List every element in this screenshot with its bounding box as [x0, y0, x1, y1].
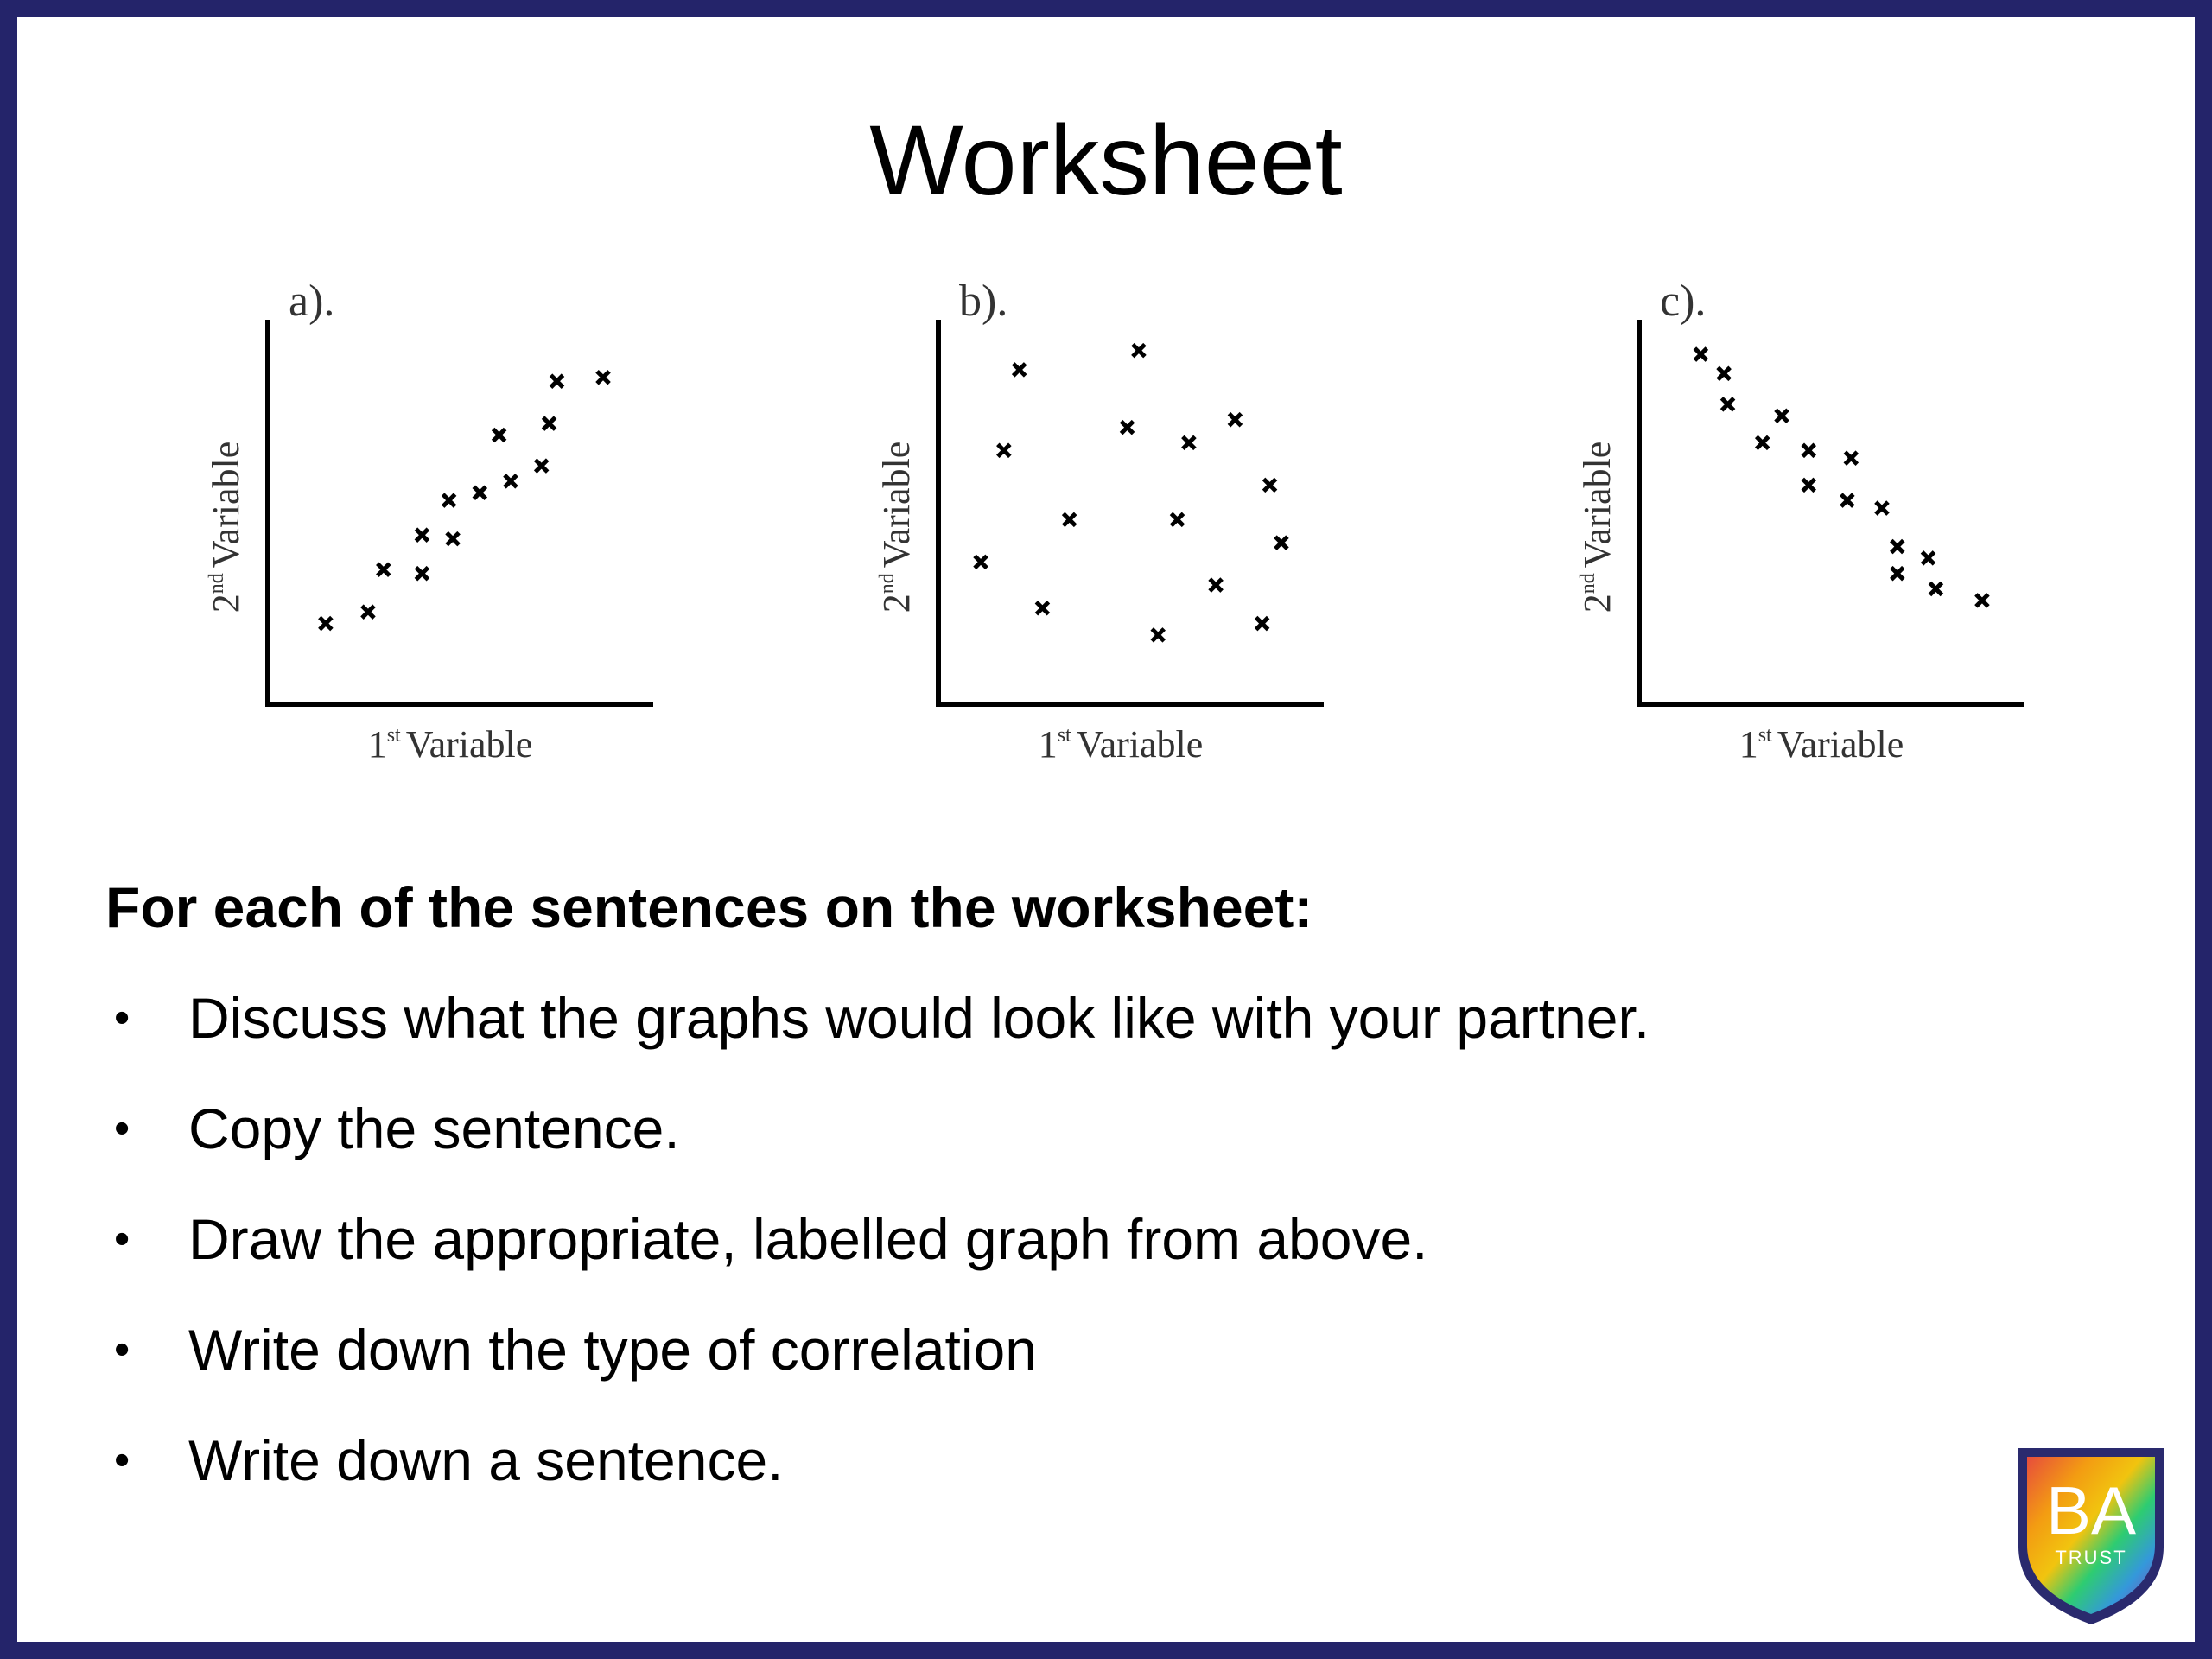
data-point — [443, 494, 455, 506]
data-point — [551, 375, 563, 387]
data-point — [1014, 364, 1026, 376]
data-point — [1802, 479, 1815, 491]
data-points — [975, 345, 1287, 641]
slide — [17, 17, 2195, 1642]
x-axis-label: 1st Variable — [1738, 723, 1904, 766]
data-point — [1722, 398, 1734, 410]
data-point — [1264, 479, 1276, 491]
list-item-text: Write down the type of correlation — [188, 1318, 1037, 1382]
graph-label: b). — [959, 276, 1008, 326]
instructions-heading: For each of the sentences on the worksheet: — [105, 875, 1313, 939]
data-point — [1845, 452, 1857, 464]
data-point — [1133, 345, 1145, 357]
bullet-icon: • — [114, 1214, 130, 1264]
y-axis-label: 2ndVariable — [205, 441, 247, 613]
data-point — [1172, 513, 1184, 525]
data-point — [416, 568, 428, 580]
bullet-icon: • — [114, 1325, 130, 1375]
list-item — [105, 1094, 2093, 1163]
data-point — [1891, 541, 1904, 553]
data-point — [536, 460, 548, 472]
data-point — [320, 618, 332, 630]
scatter-plot-b — [849, 259, 1332, 778]
data-point — [1976, 594, 1988, 607]
bullet-icon: • — [114, 1103, 130, 1154]
logo-text: BA — [2045, 1472, 2137, 1548]
data-point — [1757, 436, 1769, 448]
data-point — [1122, 422, 1134, 434]
data-point — [493, 429, 505, 442]
data-point — [1718, 367, 1730, 379]
data-point — [1064, 513, 1076, 525]
y-axis-label: 2ndVariable — [1576, 441, 1618, 613]
list-item — [105, 983, 2093, 1052]
list-item-text: Discuss what the graphs would look like with your partner. — [188, 986, 1650, 1050]
data-point — [378, 563, 390, 575]
data-point — [505, 475, 517, 487]
data-point — [1923, 552, 1935, 564]
y-axis-label: 2ndVariable — [875, 441, 918, 613]
bullet-icon: • — [114, 1435, 130, 1485]
page-title: Worksheet — [869, 105, 1343, 216]
data-point — [474, 486, 486, 499]
data-point — [1256, 618, 1268, 630]
graph-label: c). — [1660, 276, 1707, 326]
scatter-plot-a — [178, 259, 662, 778]
list-item-text: Write down a sentence. — [188, 1428, 784, 1492]
data-point — [362, 606, 374, 618]
data-point — [447, 533, 459, 545]
data-point — [1891, 568, 1904, 580]
graph-label: a). — [289, 276, 335, 326]
data-point — [1876, 502, 1888, 514]
data-point — [1036, 602, 1048, 614]
data-point — [1275, 537, 1287, 549]
data-point — [1210, 579, 1222, 591]
data-point — [1841, 494, 1853, 506]
data-point — [975, 556, 987, 568]
instructions — [105, 873, 2093, 1536]
data-point — [1152, 629, 1164, 641]
instruction-list — [105, 983, 2093, 1495]
bullet-icon: • — [114, 993, 130, 1043]
x-axis-label: 1st Variable — [367, 723, 533, 766]
logo-subtext: TRUST — [2055, 1547, 2127, 1568]
x-axis-label: 1st Variable — [1038, 723, 1204, 766]
data-point — [597, 372, 609, 384]
data-point — [1929, 583, 1942, 595]
data-point — [998, 444, 1010, 456]
data-points — [320, 372, 609, 630]
graph-a — [178, 259, 662, 778]
list-item-text: Copy the sentence. — [188, 1096, 680, 1160]
shield-icon — [2013, 1443, 2169, 1629]
list-item — [105, 1315, 2093, 1384]
list-item — [105, 1426, 2093, 1495]
data-point — [1229, 414, 1241, 426]
scatter-plot-c — [1549, 259, 2033, 778]
graph-b — [849, 259, 1332, 778]
list-item — [105, 1205, 2093, 1274]
graph-c — [1549, 259, 2033, 778]
data-point — [1776, 410, 1788, 422]
ba-trust-logo — [2013, 1443, 2169, 1629]
data-point — [1183, 436, 1195, 448]
data-point — [416, 529, 428, 541]
data-point — [1802, 444, 1815, 456]
data-point — [1694, 348, 1707, 360]
data-point — [543, 417, 556, 429]
data-points — [1694, 348, 1988, 607]
list-item-text: Draw the appropriate, labelled graph from above. — [188, 1207, 1428, 1271]
